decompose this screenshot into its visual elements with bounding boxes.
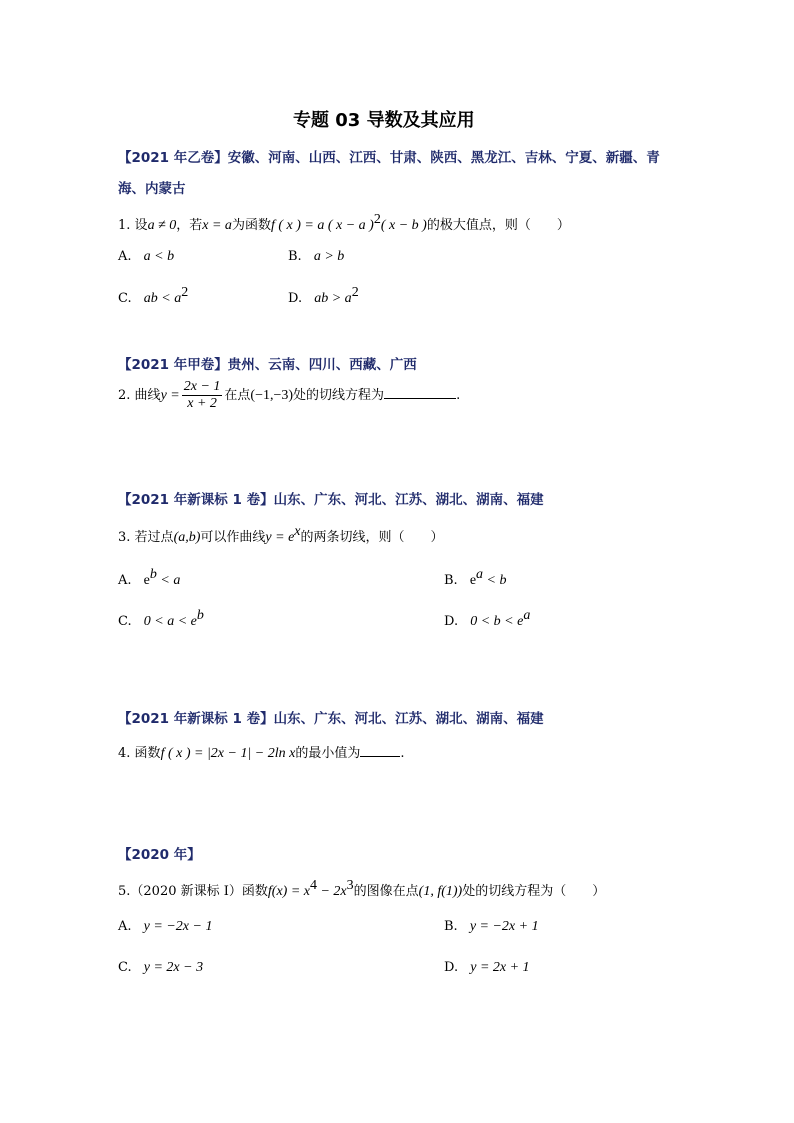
question-text: .	[400, 746, 405, 761]
question-text: 的图像在点	[353, 884, 419, 899]
section-header-2021-yi-cont: 海、内蒙古	[118, 181, 186, 197]
option-label: D.	[444, 614, 459, 629]
fraction-denominator: x + 2	[187, 396, 217, 411]
question-4	[118, 742, 405, 762]
question-text: 可以作曲线	[200, 530, 266, 545]
option-value: a > b	[313, 249, 345, 264]
section-regions: 贵州、云南、四川、西藏、广西	[227, 357, 417, 373]
option-label: B.	[288, 249, 302, 264]
question-text: 设	[134, 218, 148, 233]
section-header-2021-jia	[118, 353, 417, 373]
section-regions: 山东、广东、河北、江苏、湖北、湖南、福建	[273, 711, 544, 727]
math-expression: x = a	[202, 218, 232, 233]
fraction	[182, 379, 223, 412]
math-expression: a ≠ 0	[147, 218, 177, 233]
option-value: < b	[483, 573, 507, 588]
question-text: （2020 新课标 I）函数	[130, 884, 268, 899]
question-text: 处的切线方程为	[293, 388, 385, 403]
math-exponent: 2	[181, 285, 189, 300]
question-number: 1.	[118, 218, 131, 233]
math-exponent: b	[149, 567, 157, 582]
option-value: y = 2x + 1	[470, 960, 530, 975]
option-label: D.	[288, 291, 303, 306]
question-text: 为函数	[231, 218, 271, 233]
math-exponent: b	[196, 608, 204, 623]
section-header-2021-xinkebiao-1	[118, 488, 544, 508]
question-text: 的两条切线，则（ ）	[300, 530, 444, 545]
section-tag: 【2021 年新课标 1 卷】	[118, 492, 274, 508]
math-exponent: 4	[309, 878, 317, 893]
section-regions: 安徽、河南、山西、江西、甘肃、陕西、黑龙江、吉林、宁夏、新疆、青	[227, 150, 660, 166]
math-expression: f(x) = x	[267, 884, 310, 899]
question-number: 2.	[118, 388, 131, 403]
section-tag: 【2021 年乙卷】	[118, 150, 228, 166]
math-expression: (−1,−3)	[250, 388, 294, 403]
question-text: ，若	[176, 218, 203, 233]
option-c[interactable]	[118, 608, 204, 630]
math-expression: (a,b)	[173, 530, 201, 545]
question-text: 曲线	[134, 388, 161, 403]
option-value: y = −2x + 1	[469, 919, 539, 934]
question-number: 5.	[118, 884, 131, 899]
math-exponent: 3	[346, 878, 354, 893]
question-2	[118, 379, 460, 412]
option-value: 0 < b < e	[470, 614, 524, 629]
option-label: C.	[118, 960, 132, 975]
question-5	[118, 878, 605, 900]
option-c[interactable]	[118, 960, 203, 976]
option-b[interactable]	[444, 567, 507, 589]
option-value: e	[143, 573, 150, 588]
option-value: < a	[156, 573, 181, 588]
option-label: B.	[444, 573, 458, 588]
option-value: e	[469, 573, 477, 588]
option-value: y = −2x − 1	[143, 919, 213, 934]
question-text: 的极大值点，则（ ）	[426, 218, 570, 233]
answer-blank[interactable]	[384, 398, 456, 399]
option-label: C.	[118, 291, 132, 306]
section-tag: 【2021 年甲卷】	[118, 357, 228, 373]
option-b[interactable]	[444, 919, 539, 935]
option-value: a < b	[143, 249, 175, 264]
section-regions: 山东、广东、河北、江苏、湖北、湖南、福建	[273, 492, 544, 508]
question-text: 若过点	[134, 530, 174, 545]
option-label: B.	[444, 919, 458, 934]
section-header-2021-yi	[118, 146, 660, 166]
option-a[interactable]	[118, 249, 174, 265]
option-label: A.	[118, 919, 132, 934]
question-text: 在点	[224, 388, 251, 403]
math-expression: y = e	[265, 530, 295, 545]
math-expression: − 2x	[316, 884, 347, 899]
math-exponent: a	[523, 608, 531, 623]
section-tag: 【2021 年新课标 1 卷】	[118, 711, 274, 727]
section-header-2021-xinkebiao-1	[118, 707, 544, 727]
question-text: 函数	[134, 746, 161, 761]
question-1	[118, 212, 570, 234]
option-label: A.	[118, 249, 132, 264]
option-value: ab < a	[143, 291, 182, 306]
math-exponent: x	[294, 524, 301, 539]
question-text: .	[456, 388, 461, 403]
math-expression: f ( x ) = |2x − 1| − 2ln x	[160, 746, 296, 761]
page-title: 专题 03 导数及其应用	[293, 110, 475, 131]
question-number: 4.	[118, 746, 131, 761]
math-expression: y =	[160, 388, 180, 403]
math-exponent: a	[476, 567, 484, 582]
option-c[interactable]	[118, 285, 188, 307]
question-number: 3.	[118, 530, 131, 545]
question-3	[118, 524, 444, 546]
option-d[interactable]	[444, 608, 530, 630]
option-label: D.	[444, 960, 459, 975]
question-text: 处的切线方程为（ ）	[462, 884, 606, 899]
fraction-numerator: 2x − 1	[183, 379, 221, 394]
option-a[interactable]	[118, 919, 212, 935]
option-label: A.	[118, 573, 132, 588]
math-expression: ( x − b )	[380, 218, 427, 233]
option-b[interactable]	[288, 249, 344, 265]
math-expression: f ( x ) = a ( x − a )	[270, 218, 374, 233]
option-label: C.	[118, 614, 132, 629]
option-value: ab > a	[314, 291, 352, 306]
section-header-2020: 【2020 年】	[118, 847, 201, 863]
option-d[interactable]	[444, 960, 530, 976]
option-a[interactable]	[118, 567, 180, 589]
option-d[interactable]	[288, 285, 359, 307]
math-exponent: 2	[351, 285, 359, 300]
option-value: y = 2x − 3	[143, 960, 204, 975]
math-expression: (1, f(1))	[418, 884, 463, 899]
question-text: 的最小值为	[295, 746, 361, 761]
math-exponent: 2	[373, 212, 381, 227]
answer-blank[interactable]	[360, 756, 400, 757]
option-value: 0 < a < e	[143, 614, 197, 629]
